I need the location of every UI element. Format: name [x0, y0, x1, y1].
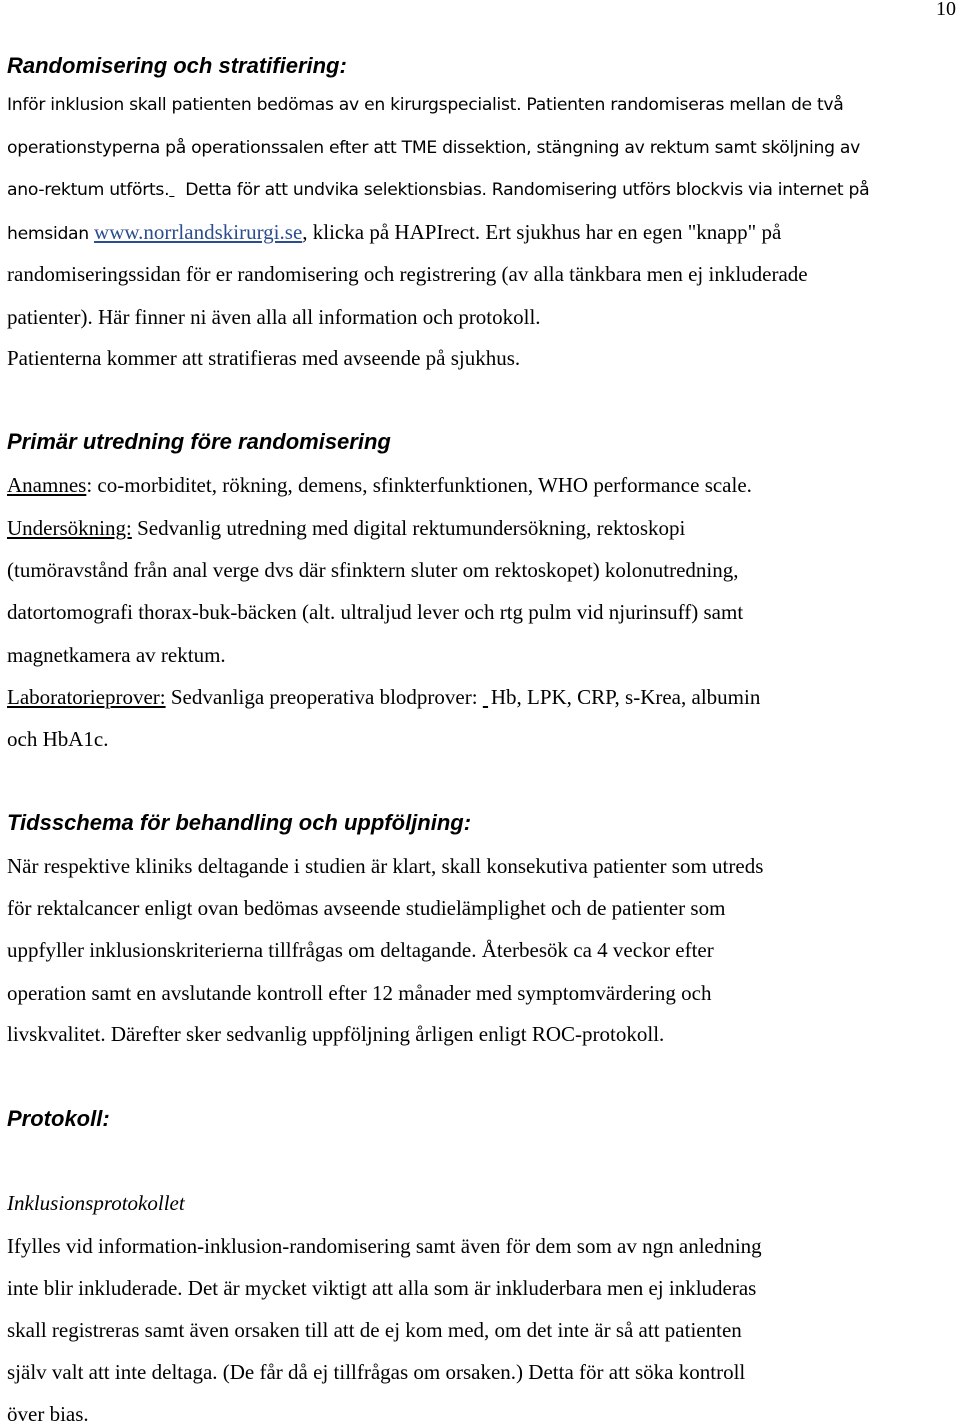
text-line: skall registreras samt även orsaken till att de ej kom med, om det inte är så att patienten: [7, 1318, 742, 1342]
text-line: magnetkamera av rektum.: [7, 643, 226, 667]
text-fragment: hemsidan: [7, 224, 95, 244]
text-fragment: Sedvanliga preoperativa blodprover:: [165, 685, 483, 709]
text-fragment: , klicka på HAPIrect. Ert sjukhus har en egen "knapp" på: [302, 220, 782, 244]
anamnes-label: Anamnes: [7, 473, 87, 497]
text-line: [7, 220, 781, 245]
text-line: operationstyperna på operationssalen efter att TME dissektion, stängning av rektum samt sköljning av: [7, 138, 860, 158]
text-fragment: ano-rektum utförts.: [7, 180, 170, 200]
lab-label: Laboratorieprover:: [7, 685, 166, 709]
undersokning-label: Undersökning:: [7, 516, 132, 540]
text-fragment: Sedvanlig utredning med digital rektumundersökning, rektoskopi: [131, 516, 686, 540]
text-line: för rektalcancer enligt ovan bedömas avseende studielämplighet och de patienter som: [7, 896, 726, 920]
text-fragment: Detta för att undvika selektionsbias. Randomisering utförs blockvis via internet på: [185, 180, 870, 200]
text-line: [7, 516, 685, 541]
text-line: [7, 180, 869, 200]
text-line: själv valt att inte deltaga. (De får då ej tillfrågas om orsaken.) Detta för att söka kontroll: [7, 1360, 746, 1384]
text-line: och HbA1c.: [7, 727, 109, 751]
page-number: 10: [936, 0, 956, 20]
text-line: När respektive kliniks deltagande i studien är klart, skall konsekutiva patienter som utreds: [7, 854, 764, 878]
website-link[interactable]: www.norrlandskirurgi.se: [94, 220, 303, 244]
text-line: Inför inklusion skall patienten bedömas av en kirurgspecialist. Patienten randomiseras mellan de två: [7, 95, 844, 115]
text-fragment: : co-morbiditet, rökning, demens, sfinkterfunktionen, WHO performance scale.: [86, 473, 752, 497]
text-line: operation samt en avslutande kontroll efter 12 månader med symptomvärdering och: [7, 981, 712, 1005]
text-line: över bias.: [7, 1402, 89, 1426]
text-line: datortomografi thorax-buk-bäcken (alt. ultraljud lever och rtg pulm vid njurinsuff) samt: [7, 600, 744, 624]
text-line: randomiseringssidan för er randomisering och registrering (av alla tänkbara men ej inkluderade: [7, 262, 808, 286]
text-line: patienter). Här finner ni även alla all information och protokoll.: [7, 305, 541, 329]
underline-gap: [483, 685, 491, 710]
text-line: Ifylles vid information-inklusion-randomisering samt även för dem som av ngn anledning: [7, 1234, 762, 1258]
text-line: livskvalitet. Därefter sker sedvanlig uppföljning årligen enligt ROC-protokoll.: [7, 1022, 665, 1046]
text-line: inte blir inkluderade. Det är mycket viktigt att alla som är inkluderbara men ej inkluderas: [7, 1276, 757, 1300]
underline-gap: [169, 180, 185, 200]
heading-randomisering: Randomisering och stratifiering:: [7, 53, 347, 78]
heading-tidsschema: Tidsschema för behandling och uppföljning:: [7, 810, 472, 835]
text-line: (tumöravstånd från anal verge dvs där sfinktern sluter om rektoskopet) kolonutredning,: [7, 558, 739, 582]
text-line: uppfyller inklusionskriterierna tillfrågas om deltagande. Återbesök ca 4 veckor efter: [7, 938, 714, 962]
text-line: [7, 473, 752, 498]
text-line: [7, 685, 760, 710]
heading-primar-utredning: Primär utredning före randomisering: [7, 429, 391, 454]
heading-protokoll: Protokoll:: [7, 1106, 110, 1131]
lab-values: Hb, LPK, CRP, s-Krea, albumin: [490, 685, 761, 709]
text-line: Patienterna kommer att stratifieras med avseende på sjukhus.: [7, 346, 521, 370]
subheading-inklusionsprotokollet: Inklusionsprotokollet: [7, 1191, 185, 1215]
